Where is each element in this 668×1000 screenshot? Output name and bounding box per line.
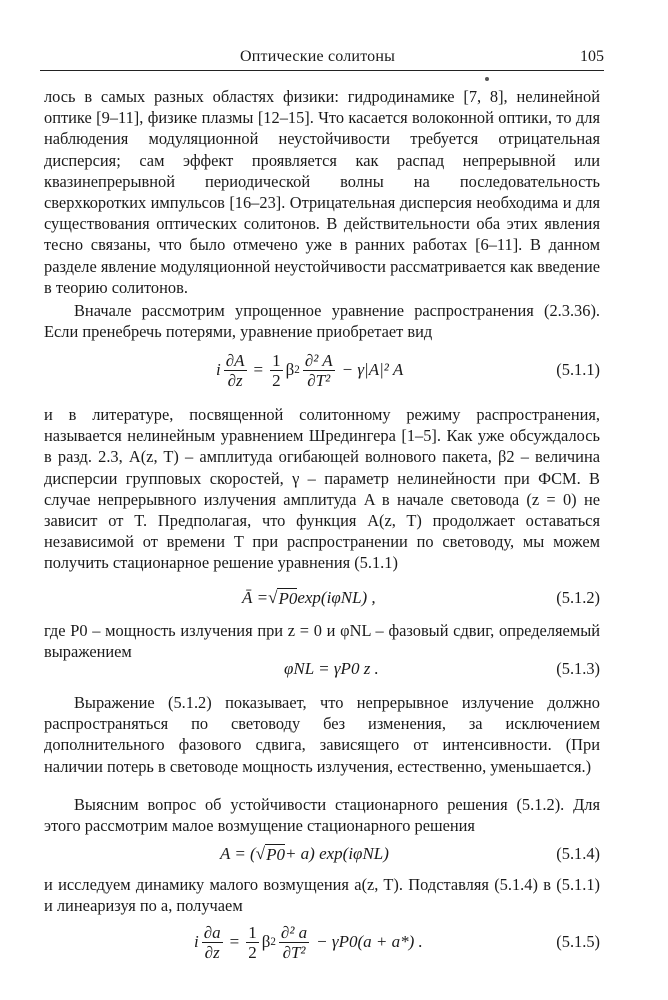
- equation-5-1-1: i $\frac{\partial A}{\partial z}$ = $\frac{1}{2}$ β 2 $\frac{\text{∂² A}}{\text{∂T²}}$ − γ|A|² A (5.1.1): [44, 346, 600, 394]
- equation-number: (5.1.3): [556, 659, 600, 678]
- equation-5-1-2: Ā = √ P0 exp(iφNL) , (5.1.2): [44, 574, 600, 622]
- equation-5-1-5: i $\frac{\partial a}{\partial z}$ = $\frac{1}{2}$ β 2 $\frac{\text{∂² a}}{\text{∂T²}}$ − γP0(a + a*) . (5.1.5): [44, 918, 600, 966]
- equation-number: (5.1.2): [556, 588, 600, 607]
- running-header: [40, 48, 628, 72]
- header-rule: [40, 70, 604, 71]
- paragraph-5: Выражение (5.1.2) показывает, что непрерывное излучение должно распространяться по световоду без изменения, за исключением дополнительного фазового сдвига, зависящего от интенсивности. (При наличии потерь в световоде мощность излучения, естественно, уменьшается.): [44, 693, 600, 776]
- equation-number: (5.1.1): [556, 360, 600, 379]
- equation-5-1-4: A = ( √ P0 + a) exp(iφNL) (5.1.4): [44, 830, 600, 878]
- equation-5-1-3: φNL = γP0 z . (5.1.3): [44, 645, 600, 693]
- paragraph-2: Вначале рассмотрим упрощенное уравнение распространения (2.3.36). Если пренебречь потерями, уравнение приобретает вид: [44, 301, 600, 342]
- print-speck: [485, 77, 489, 81]
- paragraph-7: и исследуем динамику малого возмущения a(z, T). Подставляя (5.1.4) в (5.1.1) и линеаризуя по a, получаем: [44, 875, 600, 916]
- paragraph-6: Выясним вопрос об устойчивости стационарного решения (5.1.2). Для этого рассмотрим малое возмущение стационарного решения: [44, 795, 600, 836]
- paragraph-3: и в литературе, посвященной солитонному режиму распространения, называется нелинейным уравнением Шредингера [1–5]. Как уже обсуждалось в разд. 2.3, A(z, T) – амплитуда огибающей волнового пакета, β2 – величина дисперсии групповых скоростей, γ – параметр нелинейности при ФСМ. В случае непрерывного излучения амплитуда A в начале световода (z = 0) не зависит от T. Предполагая, что функция A(z, T) продолжает оставаться независимой от времени T при распространении по световоду, мы можем получить стационарное решение уравнения (5.1.1): [44, 405, 600, 573]
- chapter-title: Оптические солитоны: [240, 48, 396, 65]
- paragraph-4: где P0 – мощность излучения при z = 0 и φNL – фазовый сдвиг, определяемый выражением: [44, 621, 600, 662]
- equation-number: (5.1.4): [556, 844, 600, 863]
- equation-number: (5.1.5): [556, 932, 600, 951]
- page-number: 105: [580, 48, 604, 65]
- paragraph-1: лось в самых разных областях физики: гидродинамике [7, 8], нелинейной оптике [9–11], физике плазмы [12–15]. Что касается волоконной оптики, то для наблюдения модуляционной неустойчивости требуется отрицательная дисперсия; сам эффект проявляется как распад непрерывной или квазинепрерывной периодической волны на последовательность сверхкоротких импульсов [16–23]. Отрицательная дисперсия необходима и для существования оптических солитонов. В действительности оба этих явления тесно связаны, что было отмечено уже в ранних работах [6–11]. В данном разделе явление модуляционной неустойчивости рассматривается как введение в теорию солитонов.: [44, 87, 600, 297]
